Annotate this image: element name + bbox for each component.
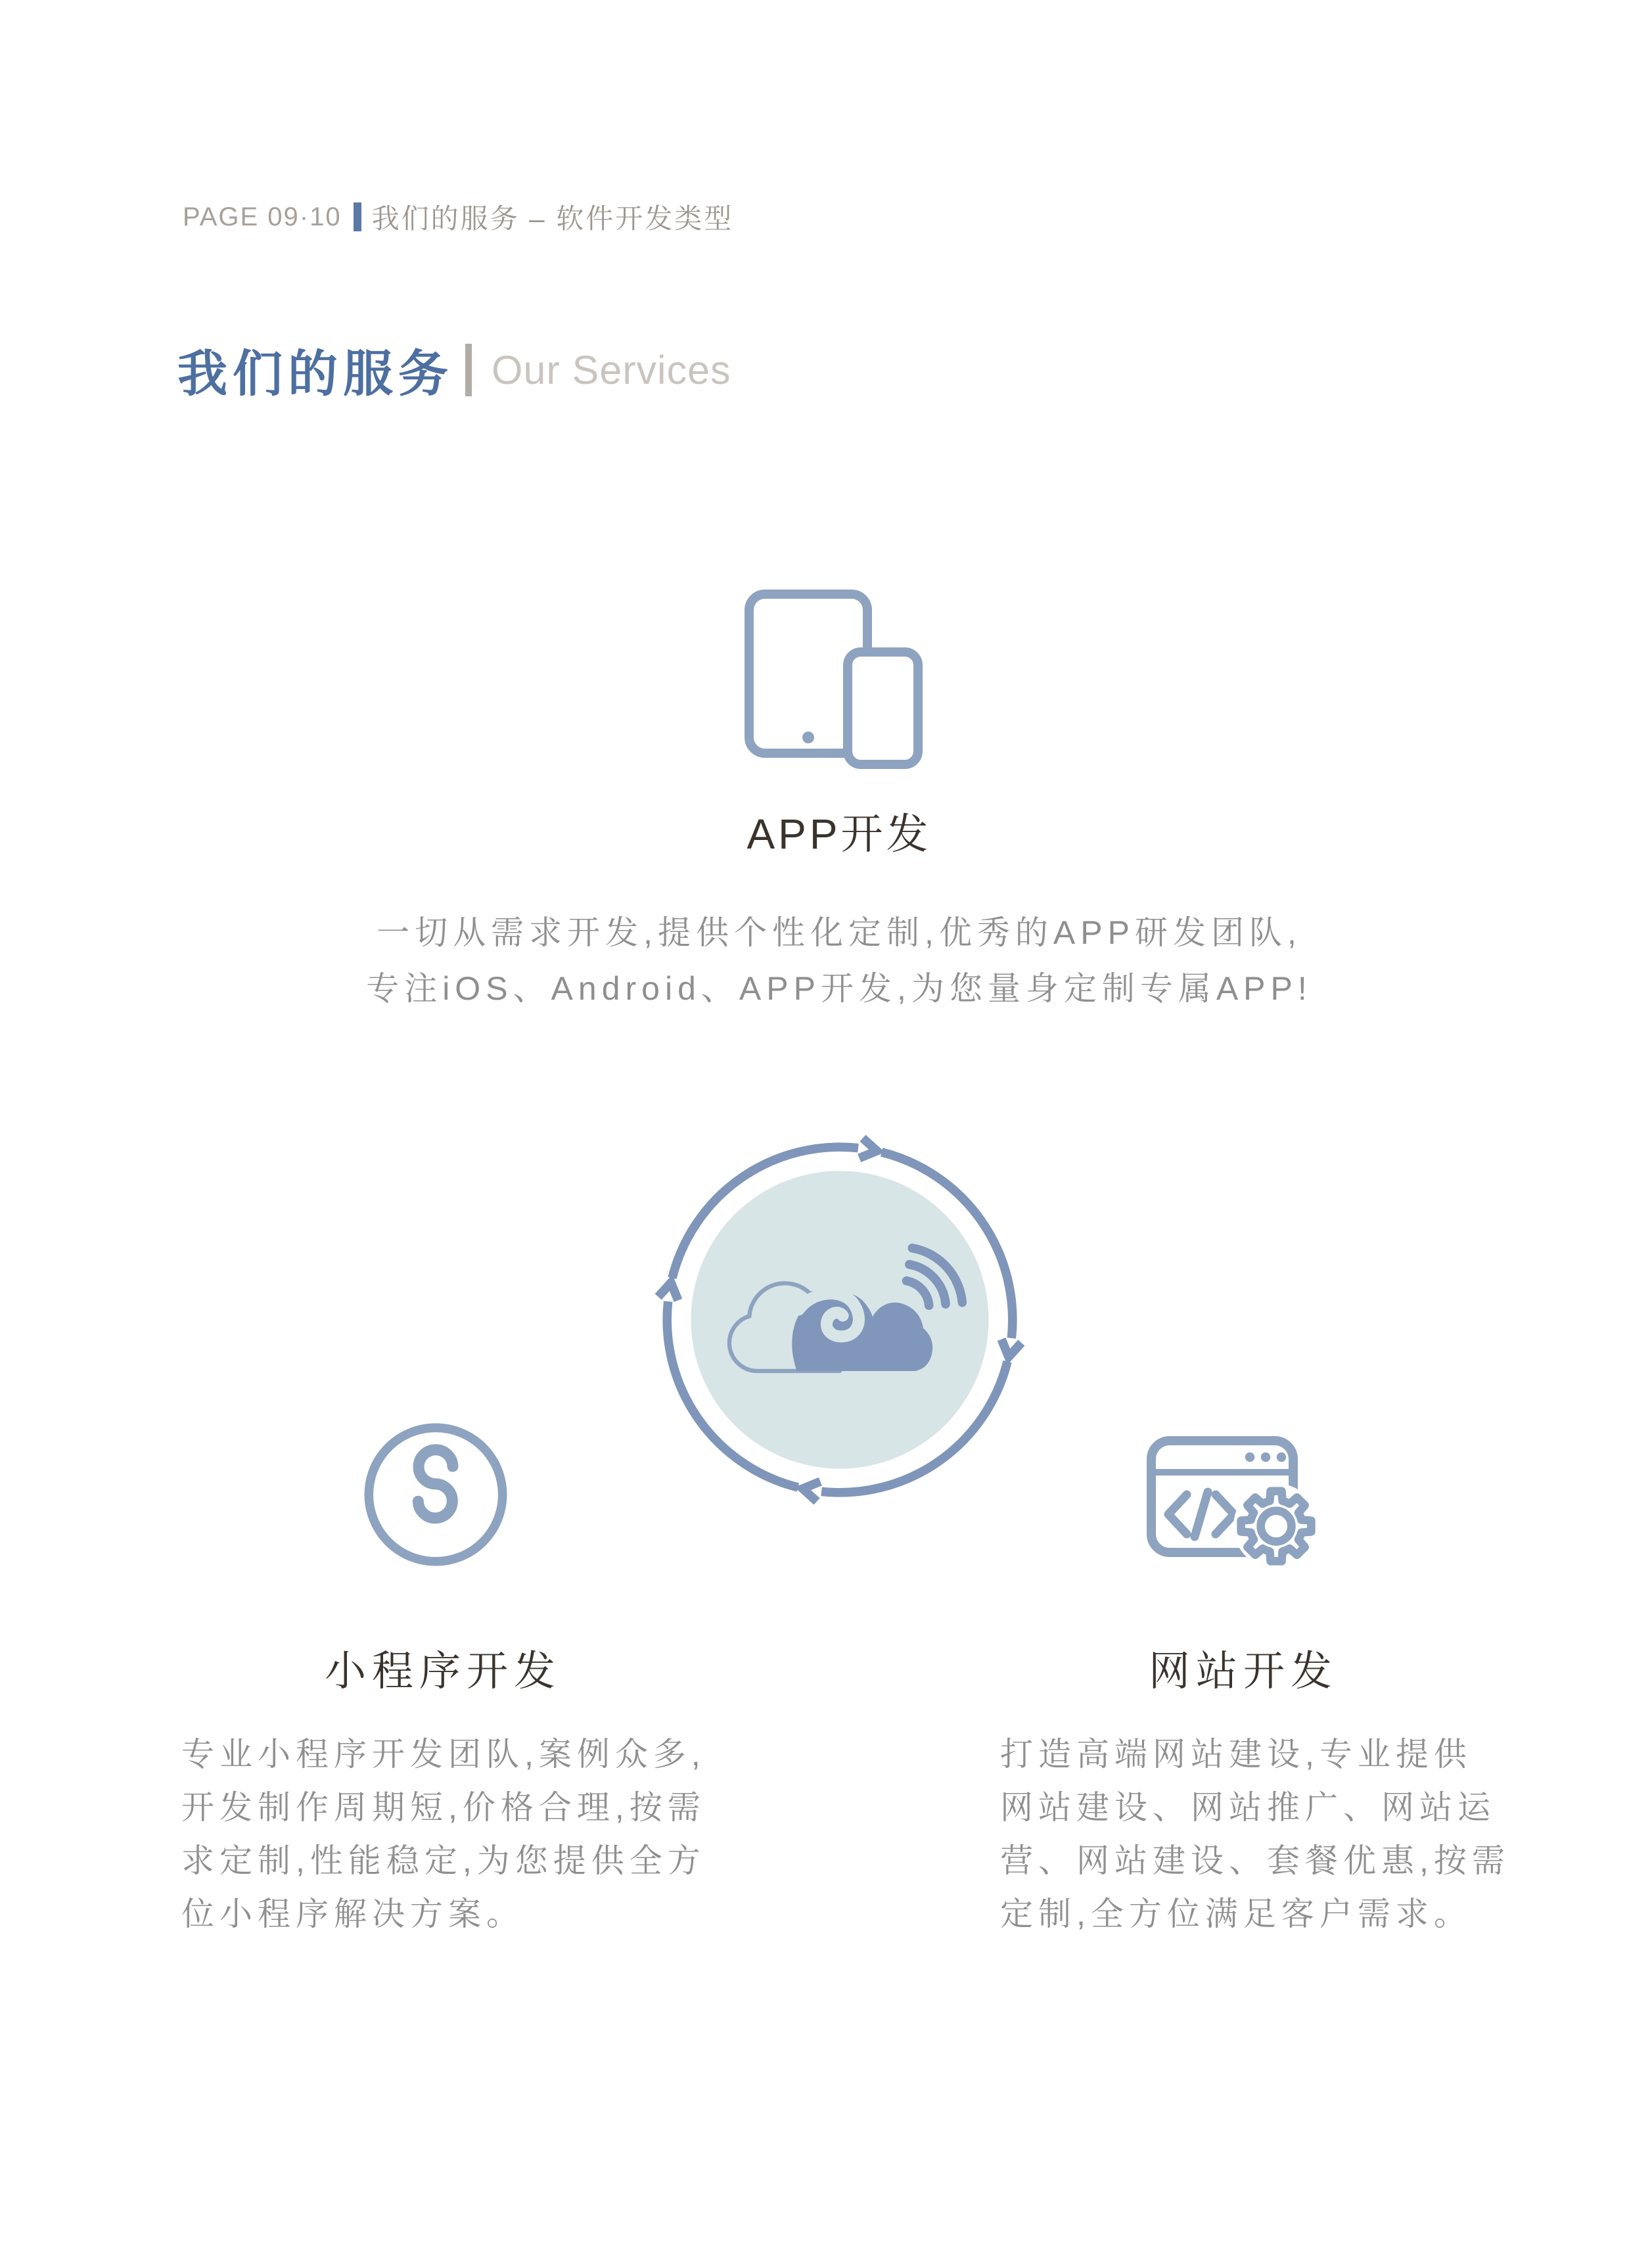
service-title-mini-program: 小程序开发 (325, 1648, 561, 1694)
desc-line: 开发制作周期短,价格合理,按需 (181, 1789, 706, 1826)
service-desc-mini-program (181, 1728, 746, 1941)
desc-line: 营、网站建设、套餐优惠,按需 (1000, 1842, 1510, 1879)
hero-heading (177, 334, 731, 406)
service-desc-website (1000, 1728, 1565, 1941)
page-header (183, 197, 733, 237)
header-separator-bar (354, 202, 361, 231)
desc-line: 专注iOS、Android、APP开发,为您量身定制专属APP! (366, 970, 1312, 1007)
page-subtitle: Our Services (492, 347, 731, 392)
title-divider-bar (465, 344, 472, 396)
service-title-website: 网站开发 (1149, 1648, 1338, 1694)
browser-code-gear-icon (1145, 1434, 1322, 1581)
page-title: 我们的服务 (177, 346, 453, 402)
desc-line: 打造高端网站建设,专业提供 (1000, 1736, 1472, 1773)
cloud-wifi-cycle-icon (649, 1129, 1030, 1510)
page-number-label: PAGE 09·10 (183, 202, 342, 231)
desc-line: 求定制,性能稳定,为您提供全方 (181, 1842, 706, 1879)
service-desc-app (333, 905, 1345, 1017)
gear-icon (1241, 1491, 1312, 1562)
desc-line: 位小程序解决方案。 (181, 1896, 524, 1932)
service-title-app: APP开发 (746, 810, 932, 858)
tablet-phone-icon (744, 589, 928, 773)
desc-line: 一切从需求开发,提供个性化定制,优秀的APP研发团队, (377, 914, 1302, 951)
mini-program-icon (361, 1420, 510, 1569)
desc-line: 专业小程序开发团队,案例众多, (181, 1736, 706, 1773)
header-section-title: 我们的服务 – 软件开发类型 (371, 203, 734, 234)
desc-line: 网站建设、网站推广、网站运 (1000, 1789, 1496, 1826)
window-dots-icon (1245, 1453, 1286, 1462)
desc-line: 定制,全方位满足客户需求。 (1000, 1896, 1472, 1932)
